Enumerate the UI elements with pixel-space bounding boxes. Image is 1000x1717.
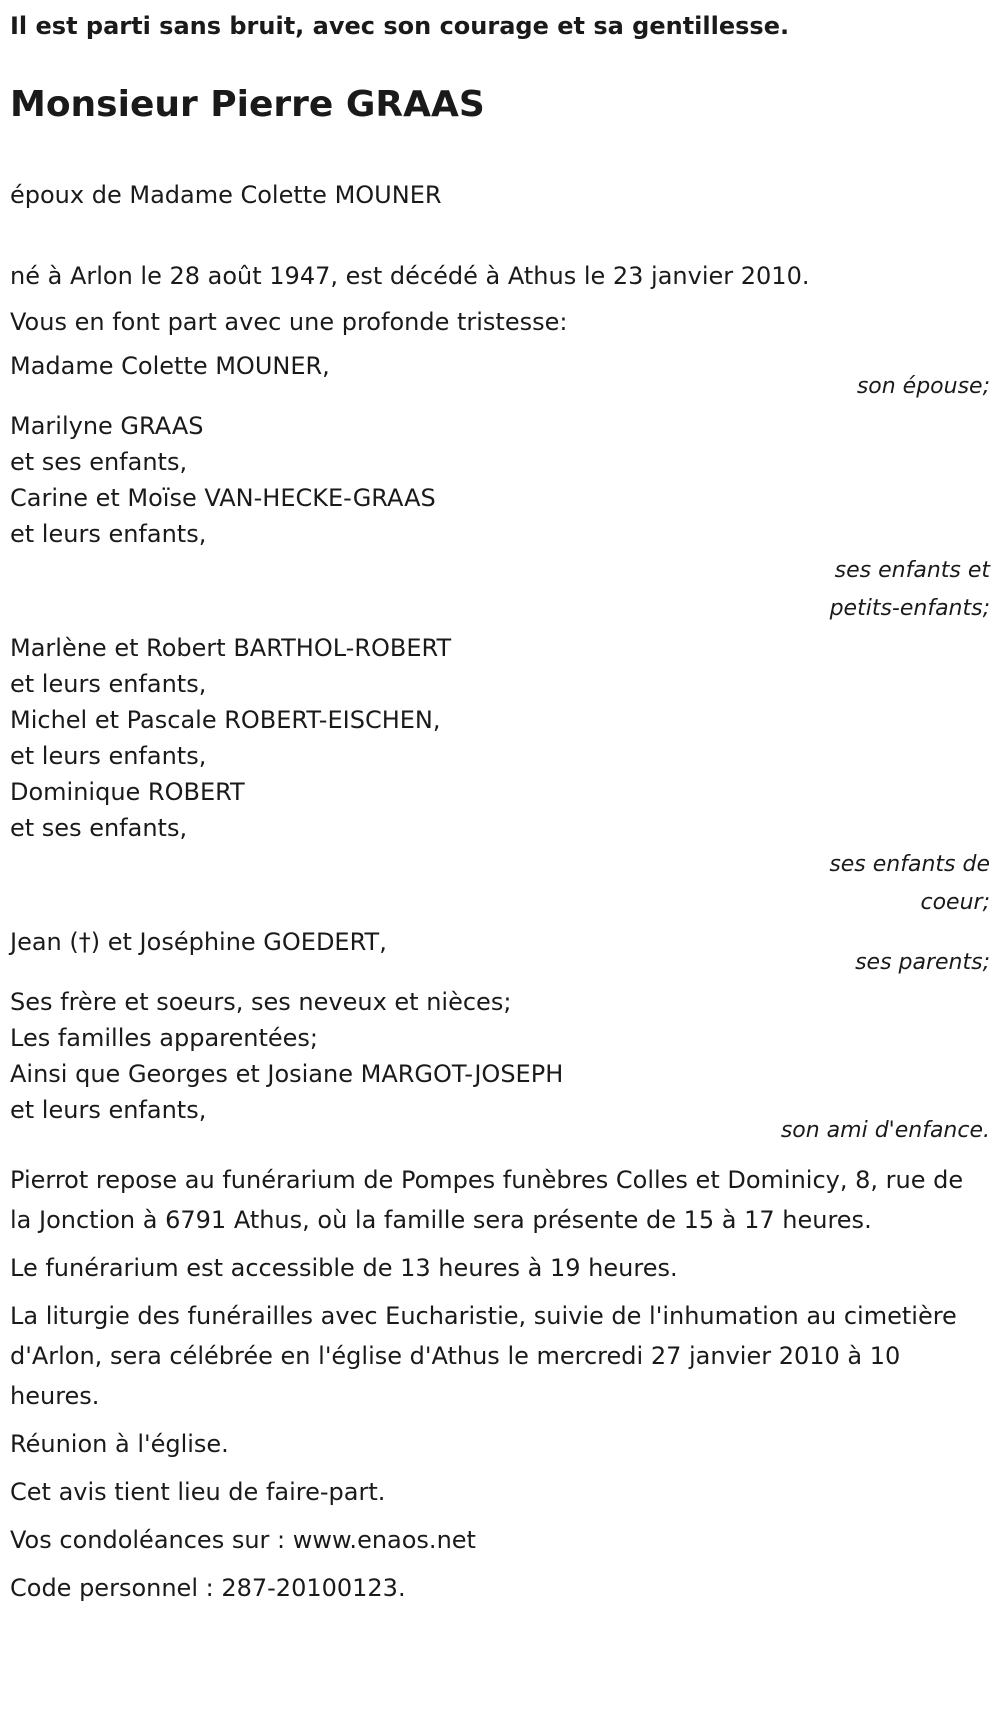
birth-death-line: né à Arlon le 28 août 1947, est décédé à Athus le 23 janvier 2010.	[10, 262, 810, 290]
relationship-label: son ami d'enfance.	[780, 1118, 990, 1143]
epitaph-quote: Il est parti sans bruit, avec son courage et sa gentillesse.	[10, 12, 790, 40]
family-group-children	[10, 406, 992, 628]
relationship-label: ses parents;	[855, 950, 990, 975]
funerarium-hours: Le funérarium est accessible de 13 heures à 19 heures.	[10, 1254, 678, 1282]
family-group-spouse	[10, 346, 992, 406]
family-member-line: et ses enfants,	[10, 448, 188, 476]
family-member-line: Ses frère et soeurs, ses neveux et nièces;	[10, 988, 512, 1016]
funerarium-paragraph: Pierrot repose au funérarium de Pompes funèbres Colles et Dominicy, 8, rue de la Jonction à 6791 Athus, où la famille sera présente de 15 à 17 heures.	[10, 1166, 964, 1234]
spouse-line: époux de Madame Colette MOUNER	[10, 181, 442, 209]
liturgy-paragraph: La liturgie des funérailles avec Eucharistie, suivie de l'inhumation au cimetière d'Arlon, sera célébrée en l'église d'Athus le mercredi 27 janvier 2010 à 10 heures.	[10, 1302, 957, 1410]
family-member-line: Marilyne GRAAS	[10, 412, 204, 440]
family-member-line: et leurs enfants,	[10, 742, 207, 770]
family-member-line: Ainsi que Georges et Josiane MARGOT-JOSEPH	[10, 1060, 564, 1088]
funeral-details	[10, 1160, 992, 1608]
relationship-label: petits-enfants;	[829, 596, 990, 621]
relationship-label: coeur;	[920, 890, 990, 915]
personal-code-line: Code personnel : 287-20100123.	[10, 1574, 406, 1602]
condolences-line: Vos condoléances sur : www.enaos.net	[10, 1526, 476, 1554]
meeting-line: Réunion à l'église.	[10, 1430, 229, 1458]
family-member-line: Madame Colette MOUNER,	[10, 352, 330, 380]
family-member-line: et leurs enfants,	[10, 520, 207, 548]
relationship-label: ses enfants et	[834, 558, 990, 583]
relationship-label: son épouse;	[856, 374, 990, 399]
family-member-line: Michel et Pascale ROBERT-EISCHEN,	[10, 706, 441, 734]
family-member-line: Marlène et Robert BARTHOL-ROBERT	[10, 634, 452, 662]
family-group-parents	[10, 922, 992, 982]
family-member-line: Carine et Moïse VAN-HECKE-GRAAS	[10, 484, 436, 512]
notice-line: Cet avis tient lieu de faire-part.	[10, 1478, 386, 1506]
family-member-line: et leurs enfants,	[10, 670, 207, 698]
family-group-extended	[10, 982, 992, 1150]
announcement-line: Vous en font part avec une profonde tristesse:	[10, 308, 568, 336]
deceased-name: Monsieur Pierre GRAAS	[10, 84, 485, 125]
family-member-line: et ses enfants,	[10, 814, 188, 842]
family-member-line: Les familles apparentées;	[10, 1024, 319, 1052]
obituary-body	[10, 256, 992, 1608]
family-member-line: Dominique ROBERT	[10, 778, 245, 806]
family-member-line: Jean (†) et Joséphine GOEDERT,	[10, 928, 387, 956]
relationship-label: ses enfants de	[829, 852, 990, 877]
family-member-line: et leurs enfants,	[10, 1096, 207, 1124]
family-group-heart-children	[10, 628, 992, 922]
